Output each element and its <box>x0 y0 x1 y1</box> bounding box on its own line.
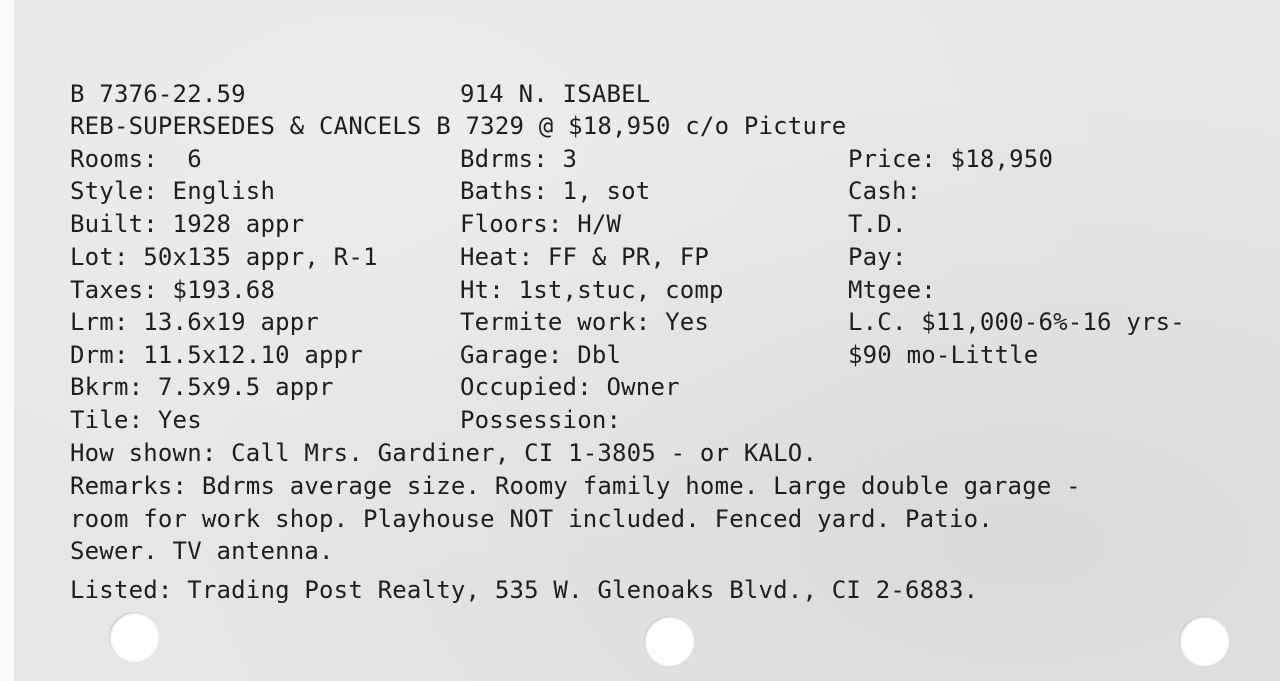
breakfast-room-field: Bkrm: 7.5x9.5 appr <box>70 373 334 401</box>
td-field: T.D. <box>848 210 907 238</box>
termite-field: Termite work: Yes <box>460 308 710 336</box>
lot-field: Lot: 50x135 appr, R-1 <box>70 243 378 271</box>
supersedes-line: REB-SUPERSEDES & CANCELS B 7329 @ $18,950 c/o Picture <box>70 112 847 140</box>
cash-field: Cash: <box>848 177 922 205</box>
remarks-line-1: Remarks: Bdrms average size. Roomy family home. Large double garage - <box>70 472 1081 500</box>
mortgagee-field: Mtgee: <box>848 276 936 304</box>
garage-field: Garage: Dbl <box>460 341 622 369</box>
punch-hole-left <box>109 612 159 662</box>
baths-field: Baths: 1, sot <box>460 177 651 205</box>
possession-field: Possession: <box>460 406 622 434</box>
pay-field: Pay: <box>848 243 907 271</box>
listing-number: B 7376-22.59 <box>70 80 246 108</box>
bedrooms-field: Bdrms: 3 <box>460 145 578 173</box>
land-contract-field: L.C. $11,000-6%-16 yrs- <box>848 308 1185 336</box>
living-room-field: Lrm: 13.6x19 appr <box>70 308 320 336</box>
floors-field: Floors: H/W <box>460 210 622 238</box>
punch-hole-right <box>1179 616 1229 666</box>
tile-field: Tile: Yes <box>70 406 202 434</box>
price-field: Price: $18,950 <box>848 145 1054 173</box>
remarks-line-2: room for work shop. Playhouse NOT included. Fenced yard. Patio. <box>70 505 993 533</box>
rooms-field: Rooms: 6 <box>70 145 202 173</box>
punch-hole-center <box>644 616 694 666</box>
monthly-payment-field: $90 mo-Little <box>848 341 1039 369</box>
occupied-field: Occupied: Owner <box>460 373 680 401</box>
dining-room-field: Drm: 11.5x12.10 appr <box>70 341 363 369</box>
how-shown-line: How shown: Call Mrs. Gardiner, CI 1-3805 - or KALO. <box>70 439 818 467</box>
style-field: Style: English <box>70 177 276 205</box>
remarks-line-3: Sewer. TV antenna. <box>70 537 334 565</box>
card-edge <box>0 0 14 681</box>
taxes-field: Taxes: $193.68 <box>70 276 276 304</box>
built-field: Built: 1928 appr <box>70 210 305 238</box>
heat-field: Heat: FF & PR, FP <box>460 243 710 271</box>
listed-line: Listed: Trading Post Realty, 535 W. Glenoaks Blvd., CI 2-6883. <box>70 576 979 604</box>
property-address: 914 N. ISABEL <box>460 80 651 108</box>
ht-field: Ht: 1st,stuc, comp <box>460 276 724 304</box>
